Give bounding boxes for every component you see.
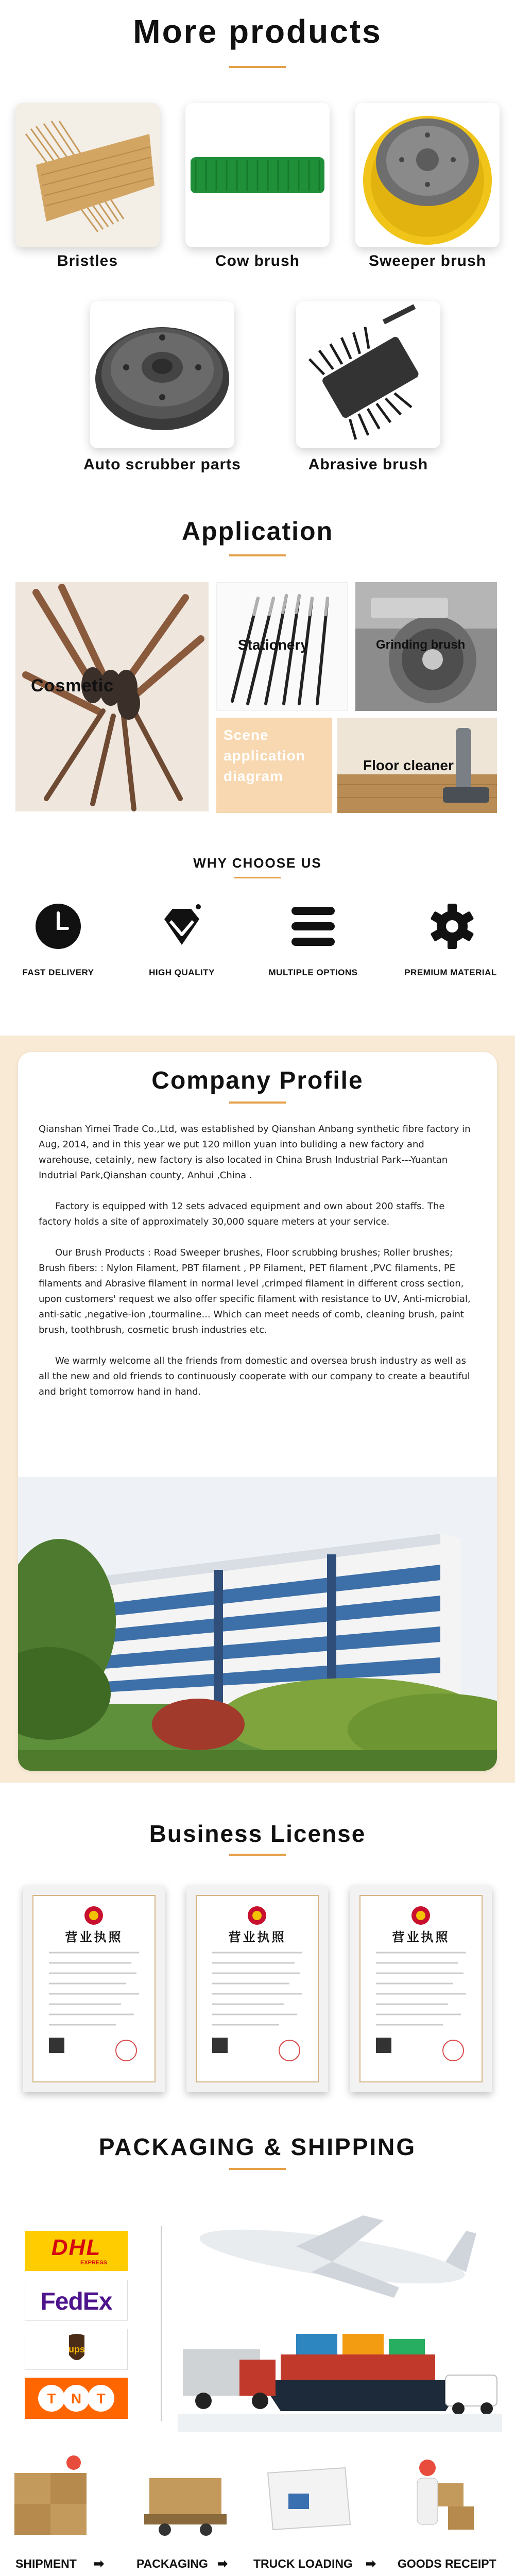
diamond-icon bbox=[157, 902, 207, 951]
company-paragraph: We warmly welcome all the friends from domestic and oversea brush industry as well as all the new and old friends to continuously cooperate with our company to create a beautiful and bright tomorrow hand in hand. bbox=[39, 1355, 470, 1397]
title-underline bbox=[229, 2168, 286, 2170]
scene-application-diagram-tile bbox=[216, 718, 332, 813]
title-underline bbox=[229, 1101, 286, 1104]
packaging-image bbox=[134, 2458, 237, 2540]
sweeper-brush-caption: Sweeper brush bbox=[368, 252, 487, 269]
truck-loading-image bbox=[258, 2458, 360, 2540]
clock-icon bbox=[33, 902, 83, 951]
license-certificate-3[interactable] bbox=[350, 1886, 492, 2092]
goods-receipt-image bbox=[397, 2452, 500, 2540]
truck-loading-label: TRUCK LOADING bbox=[253, 2557, 353, 2570]
auto-scrubber-parts-image[interactable] bbox=[90, 301, 234, 448]
factory-building-image bbox=[18, 1477, 497, 1771]
gear-icon bbox=[427, 902, 477, 951]
packaging-shipping-title: PACKAGING & SHIPPING bbox=[98, 2133, 417, 2160]
van-icon bbox=[445, 2375, 497, 2415]
license-certificate-2[interactable] bbox=[186, 1886, 328, 2092]
national-emblem-icon bbox=[360, 1896, 482, 2081]
menu-icon bbox=[288, 902, 338, 951]
goods-receipt-label: GOODS RECEIPT bbox=[398, 2557, 496, 2570]
cow-brush-caption: Cow brush bbox=[215, 252, 300, 269]
bristles-caption: Bristles bbox=[57, 252, 118, 269]
transport-illustration bbox=[178, 2210, 502, 2432]
truck-icon bbox=[183, 2349, 276, 2409]
shipment-label: SHIPMENT bbox=[15, 2557, 77, 2570]
company-paragraph: Qianshan Yimei Trade Co.,Ltd, was established by Qianshan Anbang synthetic fibre factory in Aug, 2014, and in this year we put 120 millon yuan into buliding a new factory and warehouse, cetainly, new factory is also located in China Brush Industrial Park---Yuantan Indutrial Park,Qianshan county, Anhui ,China . bbox=[39, 1124, 471, 1181]
airplane-icon bbox=[197, 2215, 476, 2298]
shipment-image bbox=[9, 2452, 97, 2540]
floor-cleaner-label: Floor cleaner bbox=[363, 757, 454, 773]
svg-text:N: N bbox=[71, 2391, 82, 2406]
cargo-ship-icon bbox=[260, 2334, 466, 2411]
more-products-title: More products bbox=[133, 13, 382, 50]
title-underline bbox=[229, 554, 286, 556]
title-underline bbox=[229, 1854, 286, 1856]
ups-logo-text: ups bbox=[68, 2344, 85, 2354]
application-title: Application bbox=[181, 517, 334, 546]
business-license-title: Business License bbox=[149, 1820, 366, 1847]
high-quality-label: HIGH QUALITY bbox=[149, 968, 215, 977]
license-heading: 营业执照 bbox=[392, 1930, 450, 1944]
bristles-image[interactable] bbox=[15, 103, 160, 247]
cow-brush-image[interactable] bbox=[185, 103, 330, 247]
title-underline bbox=[234, 877, 281, 878]
multiple-options-label: MULTIPLE OPTIONS bbox=[268, 968, 358, 977]
fast-delivery-label: FAST DELIVERY bbox=[22, 968, 94, 977]
cosmetic-tile[interactable] bbox=[15, 582, 209, 811]
auto-scrubber-parts-caption: Auto scrubber parts bbox=[83, 456, 241, 473]
packaging-shipping-section bbox=[0, 2117, 515, 2576]
svg-text:T: T bbox=[47, 2391, 56, 2406]
title-underline bbox=[229, 66, 286, 68]
packaging-label: PACKAGING bbox=[136, 2557, 208, 2570]
company-profile-section bbox=[0, 1036, 515, 1783]
why-choose-us-title: WHY CHOOSE US bbox=[193, 855, 322, 871]
company-paragraph: Factory is equipped with 12 sets advaced equipment and own about 200 staffs. The factory holds a site of approximately 30,000 square meters at your service. bbox=[39, 1201, 445, 1227]
why-choose-us-section bbox=[0, 845, 515, 999]
divider bbox=[161, 2226, 162, 2421]
license-heading: 营业执照 bbox=[65, 1930, 123, 1944]
sweeper-brush-image[interactable] bbox=[355, 103, 500, 247]
tnt-logo bbox=[25, 2378, 128, 2419]
premium-material-label: PREMIUM MATERIAL bbox=[404, 968, 497, 977]
license-certificate-1[interactable] bbox=[23, 1886, 165, 2092]
abrasive-brush-image[interactable] bbox=[296, 301, 440, 448]
grinding-brush-label: Grinding brush bbox=[376, 638, 466, 652]
national-emblem-icon bbox=[197, 1896, 318, 2081]
arrow-right-icon: ➡ bbox=[217, 2557, 228, 2571]
dhl-logo: DHL EXPRESS bbox=[25, 2231, 128, 2271]
abrasive-brush-caption: Abrasive brush bbox=[308, 456, 428, 473]
more-products-section bbox=[0, 0, 515, 495]
arrow-right-icon: ➡ bbox=[366, 2557, 376, 2571]
stationery-label: Stationery bbox=[238, 637, 308, 653]
national-emblem-icon bbox=[33, 1896, 154, 2081]
company-paragraph: Our Brush Products : Road Sweeper brushes, Floor scrubbing brushes; Roller brushes; Brush fibers: : Nylon Filament, PBT filament , PP Filament, PET filament ,PVC filaments, PE filaments and Abrasive filament in normal level ,crimped filament in different cross section, upon customers' request we also offer specific filament with resistance to UV, Anti-microbial, anti-satic ,negative-ion ,tourmaline... Which can meet needs of comb, cleaning brush, paint brush, toothbrush, cosmetic brush industries etc. bbox=[39, 1247, 471, 1335]
svg-text:T: T bbox=[96, 2391, 106, 2406]
fedex-logo: FedEx bbox=[25, 2280, 128, 2321]
cosmetic-label: Cosmetic bbox=[31, 676, 114, 696]
ups-logo bbox=[25, 2329, 128, 2370]
license-heading: 营业执照 bbox=[228, 1930, 286, 1944]
company-profile-card bbox=[18, 1052, 497, 1771]
company-description bbox=[39, 1122, 476, 1415]
application-section bbox=[0, 505, 515, 835]
scene-application-diagram-label: Scene application diagram bbox=[224, 727, 305, 784]
company-profile-title: Company Profile bbox=[151, 1067, 364, 1094]
arrow-right-icon: ➡ bbox=[94, 2557, 105, 2571]
business-license-section bbox=[0, 1808, 515, 2097]
